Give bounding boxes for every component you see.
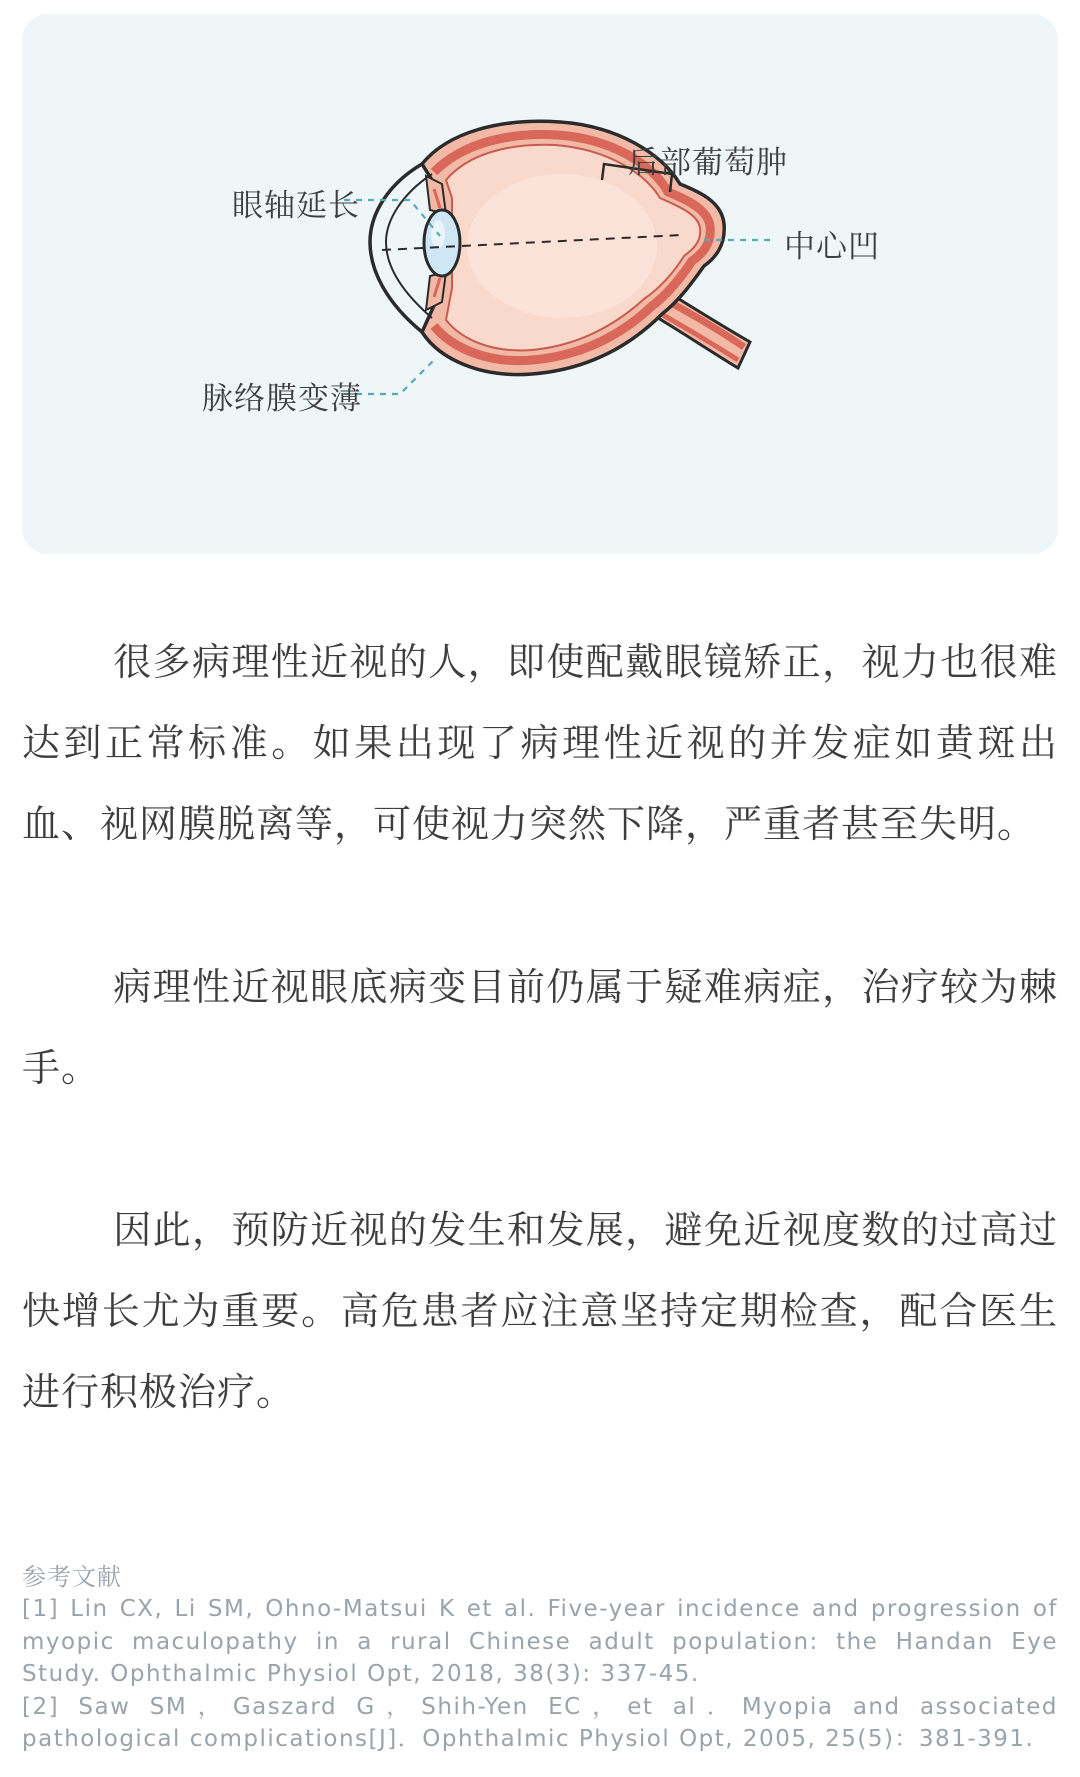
label-choroid-thinning: 脉络膜变薄 [202,381,362,417]
label-fovea: 中心凹 [784,229,880,265]
myopic-eye-diagram [22,14,1058,554]
label-posterior-staphyloma: 后部葡萄肿 [628,145,788,181]
reference-item: [1] Lin CX, Li SM, Ohno-Matsui K et al. Five-year incidence and progression of myopic maculopathy in a rural Chinese adult population: the Handan Eye Study. Ophthalmic Physiol Opt, 2018, 38(3): 337-45. [22,1596,1058,1687]
paragraph-1: 很多病理性近视的人，即使配戴眼镜矫正，视力也很难达到正常标准。如果出现了病理性近视的并发症如黄斑出血、视网膜脱离等，可使视力突然下降，严重者甚至失明。 [22,640,1058,846]
eye-illustration-card [22,14,1058,554]
references-section [22,1561,1058,1756]
label-axial-elongation: 眼轴延长 [232,188,360,224]
paragraph-2: 病理性近视眼底病变目前仍属于疑难病症，治疗较为棘手。 [22,965,1058,1090]
paragraph-3: 因此，预防近视的发生和发展，避免近视度数的过高过快增长尤为重要。高危患者应注意坚持定期检查，配合医生进行积极治疗。 [22,1208,1058,1414]
reference-item: [2] Saw SM，Gaszard G，Shih-Yen EC，et al．Myopia and associated pathological complications[J]．Ophthalmic Physiol Opt, 2005, 25(5)：381-391. [22,1693,1058,1752]
references-title: 参考文献 [22,1563,122,1591]
